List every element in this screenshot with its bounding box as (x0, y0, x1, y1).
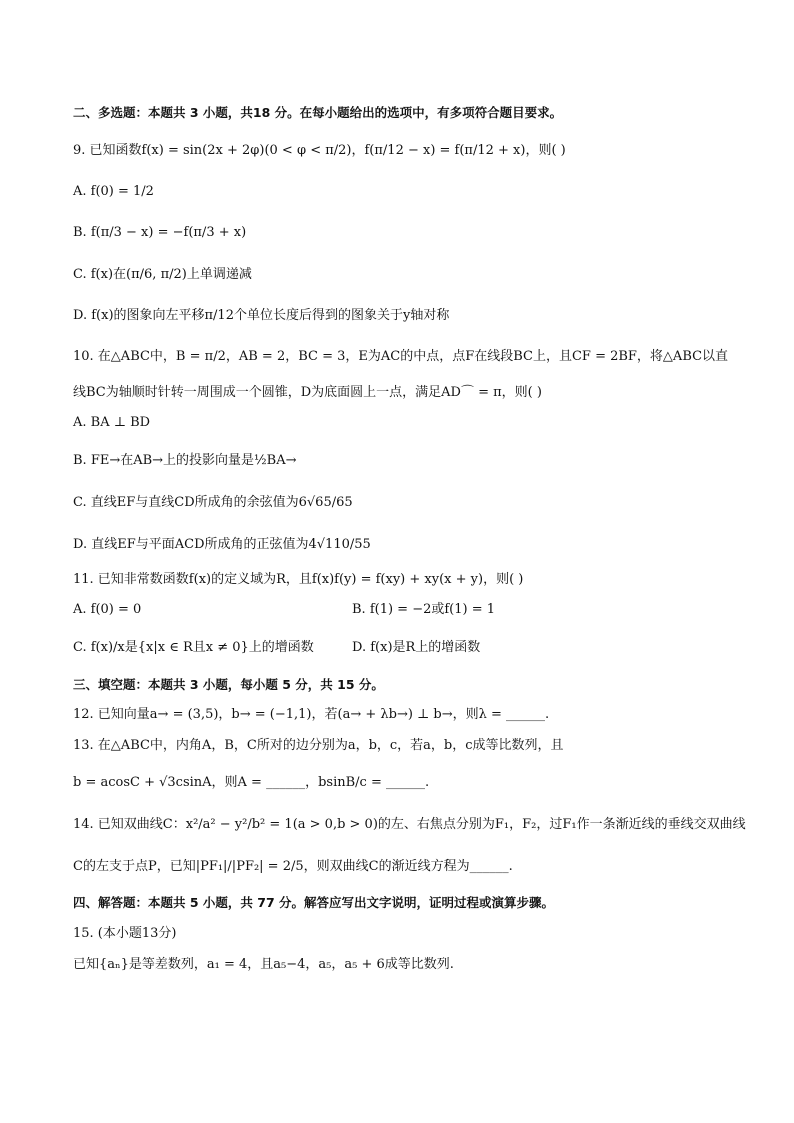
section-4-header: 四、解答题：本题共 5 小题，共 77 分。解答应写出文字说明，证明过程或演算步骤。 (73, 895, 555, 910)
q10-stem-line2: 线BC为轴顺时针转一周围成一个圆锥，D为底面圆上一点，满足AD⌒ = π，则( ) (73, 385, 542, 400)
q14-stem-line1: 14. 已知双曲线C：x²/a² − y²/b² = 1(a > 0,b > 0)的左、右焦点分别为F₁，F₂，过F₁作一条渐近线的垂线交双曲线 (73, 817, 746, 832)
q13-stem-line1: 13. 在△ABC中，内角A，B，C所对的边分别为a，b，c，若a，b，c成等比数列，且 (73, 738, 564, 753)
q9-stem: 9. 已知函数f(x) = sin(2x + 2φ)(0 < φ < π/2)，f(π/12 − x) = f(π/12 + x)，则( ) (73, 143, 566, 158)
q10-option-b: B. FE→在AB→上的投影向量是½BA→ (73, 453, 297, 468)
q12-stem: 12. 已知向量a→ = (3,5)，b→ = (−1,1)，若(a→ + λb→) ⊥ b→，则λ = ______. (73, 707, 550, 722)
q15-title: 15. (本小题13分) (73, 926, 177, 941)
q10-option-a: A. BA ⊥ BD (73, 415, 151, 430)
q10-stem-line1: 10. 在△ABC中，B = π/2，AB = 2，BC = 3，E为AC的中点，点F在线段BC上，且CF = 2BF，将△ABC以直 (73, 349, 729, 364)
section-2-header: 二、多选题：本题共 3 小题，共18 分。在每小题给出的选项中，有多项符合题目要求。 (73, 105, 563, 120)
q15-stem: 已知{aₙ}是等差数列，a₁ = 4，且a₅−4，a₅，a₅ + 6成等比数列. (73, 957, 454, 972)
q9-option-d: D. f(x)的图象向左平移π/12个单位长度后得到的图象关于y轴对称 (73, 308, 450, 323)
q13-stem-line2: b = acosC + √3csinA，则A = ______，bsinB/c = ______. (73, 775, 430, 790)
q11-option-b: B. f(1) = −2或f(1) = 1 (352, 602, 496, 617)
q14-stem-line2: C的左支于点P，已知|PF₁|/|PF₂| = 2/5，则双曲线C的渐近线方程为______. (73, 859, 513, 874)
q9-option-b: B. f(π/3 − x) = −f(π/3 + x) (73, 225, 247, 240)
q11-option-a: A. f(0) = 0 (73, 602, 142, 617)
q9-option-a: A. f(0) = 1/2 (73, 184, 154, 199)
q11-option-d: D. f(x)是R上的增函数 (352, 640, 481, 655)
q11-option-c: C. f(x)/x是{x|x ∈ R且x ≠ 0}上的增函数 (73, 640, 314, 655)
q10-option-c: C. 直线EF与直线CD所成角的余弦值为6√65/65 (73, 495, 353, 510)
q10-option-d: D. 直线EF与平面ACD所成角的正弦值为4√110/55 (73, 537, 371, 552)
q11-stem: 11. 已知非常数函数f(x)的定义域为R，且f(x)f(y) = f(xy) + xy(x + y)，则( ) (73, 572, 524, 587)
q9-option-c: C. f(x)在(π/6, π/2)上单调递减 (73, 267, 252, 282)
section-3-header: 三、填空题：本题共 3 小题，每小题 5 分，共 15 分。 (73, 677, 384, 692)
